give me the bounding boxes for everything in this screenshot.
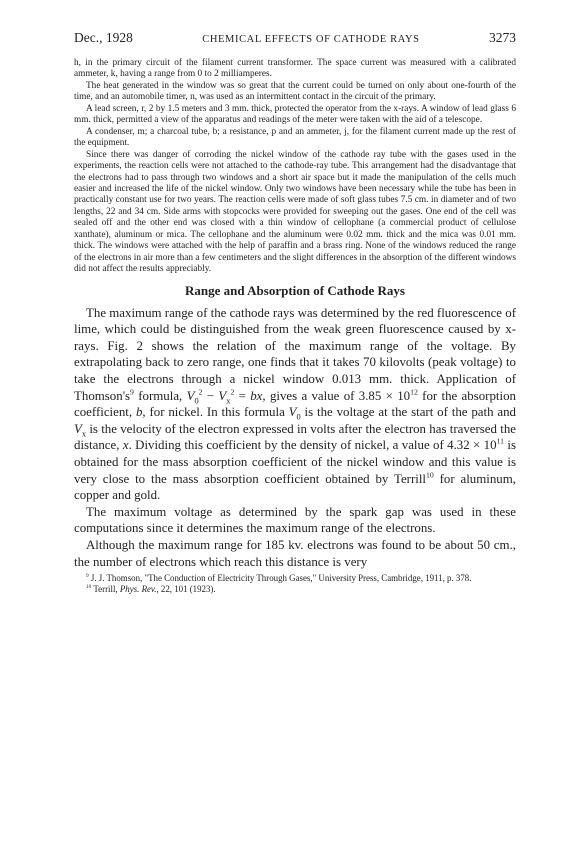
formula-exp: 2 <box>230 387 235 397</box>
footnote-mark: 10 <box>86 584 92 591</box>
footnote-ref-10: 10 <box>426 470 434 480</box>
apparatus-description <box>74 58 516 276</box>
formula-exp: 2 <box>198 387 203 397</box>
small-paragraph: h, in the primary circuit of the filament current transformer. The space current was measured with a calibrated ammeter, k, having a range from 0 to 2 milliamperes. <box>74 58 516 80</box>
text-run: is the velocity of the electron expressed in volts after the electron has traversed the distance, <box>74 421 516 453</box>
small-paragraph: A lead screen, r, 2 by 1.5 meters and 3 mm. thick, protected the operator from the x-rays. A window of lead glass 6 mm. thick, permitted a view of the apparatus and readings of the meter were taken with the aid of a telescope. <box>74 103 516 126</box>
formula-sub: x <box>81 429 87 439</box>
small-paragraph: A condenser, m; a charcoal tube, b; a resistance, p and an ammeter, j, for the filament current made up the rest of the equipment. <box>74 126 516 149</box>
footnote-text: J. J. Thomson, "The Conduction of Electricity Through Gases," University Press, Cambridge, 1911, p. 378. <box>88 573 472 584</box>
formula-sub: 0 <box>296 412 301 422</box>
formula-var: V <box>288 405 297 420</box>
body-paragraph <box>74 305 516 504</box>
text-run: , gives a value of 3.85 × 10 <box>262 388 411 403</box>
body-paragraph: The maximum voltage as determined by the spark gap was used in these computations since it determines the maximum range of the electrons. <box>74 504 516 536</box>
text-run: . Dividing this coefficient by the density of nickel, a value of 4.32 × 10 <box>128 438 497 453</box>
footnotes <box>74 573 516 595</box>
formula-op: − <box>202 388 219 403</box>
footnote-text: , 22, 101 (1923). <box>156 584 216 595</box>
footnote-10 <box>74 584 516 595</box>
body-paragraph: Although the maximum range for 185 kv. electrons was found to be about 50 cm., the number of electrons which reach this distance is very <box>74 537 516 569</box>
text-run: , for nickel. In this formula <box>142 405 289 420</box>
exponent: 11 <box>496 437 505 447</box>
small-paragraph: Since there was danger of corroding the nickel window of the cathode ray tube with the gases used in the experiments, the reaction cells were not attached to the cathode-ray tube. This arrangement had the disadvantage that the electrons had to pass through two windows and a short air space but it made the manipulation of the cells much easier and increased the life of the nickel window. Only two windows have been necessary while the tube has been in practically constant use for two years. The reaction cells were made of soft glass tubes 7.5 cm. in diameter and of two lengths, 22 and 34 cm. Side arms with stopcocks were provided for sweeping out the gases. One end of the cell was sealed off and the other end was closed with a thin window of cellophane (a commercial product of cellulose xanthate), aluminum or mica. The cellophane and the aluminum were 0.02 mm. thick and the mica was 0.01 mm. thick. The windows were attached with the help of paraffin and a brass ring. None of the windows reduced the range of the electrons in air more than a few centimeters and the slight differences in the absorption of the different windows did not affect the results appreciably. <box>74 149 516 275</box>
text-run: for the absorption coefficient, <box>74 388 516 420</box>
page-number: 3273 <box>488 30 516 45</box>
section-heading: Range and Absorption of Cathode Rays <box>185 282 405 298</box>
section-body <box>74 305 516 571</box>
formula-var: V <box>218 388 227 403</box>
formula-sub: x <box>226 396 231 406</box>
formula-var: V <box>186 388 195 403</box>
footnote-text: Terrill, <box>91 584 120 595</box>
footnote-9 <box>74 573 516 584</box>
footnote-mark: 9 <box>86 573 89 580</box>
header-date: Dec., 1928 <box>74 30 133 45</box>
formula-sub: 0 <box>194 396 199 406</box>
text-run: is obtained for the mass absorption coefficient of the nickel window and this value is very close to the mass absorption coefficient obtained by Terrill <box>74 438 516 486</box>
running-title: CHEMICAL EFFECTS OF CATHODE RAYS <box>202 34 420 45</box>
formula-op: = <box>234 388 251 403</box>
text-run: formula, <box>133 388 183 403</box>
footnote-ref-9: 9 <box>130 387 134 397</box>
formula-var: b <box>135 405 143 420</box>
page-header <box>74 30 516 46</box>
formula-var: x <box>122 438 129 453</box>
small-paragraph: The heat generated in the window was so great that the current could be turned on only about one-fourth of the time, and an automobile timer, n, was used as an intermittent contact in the circuit of the primary. <box>74 80 516 103</box>
formula-var: bx <box>250 388 263 403</box>
exponent: 12 <box>410 387 418 397</box>
text-run: The maximum range of the cathode rays was determined by the red fluorescence of lime, which could be distinguished from the weak green fluorescence caused by x-rays. Fig. 2 shows the relation of the maximum range of the voltage. By extrapolating back to zero range, one finds that it takes 70 kilovolts (peak voltage) to take the electrons through a nickel window 0.013 mm. thick. Application of Thomson's <box>74 305 516 403</box>
text-run: is the voltage at the start of the path and <box>300 405 516 420</box>
formula-var: V <box>74 421 82 436</box>
journal-name: Phys. Rev. <box>119 584 157 595</box>
text-run: for aluminum, copper and gold. <box>74 471 516 503</box>
